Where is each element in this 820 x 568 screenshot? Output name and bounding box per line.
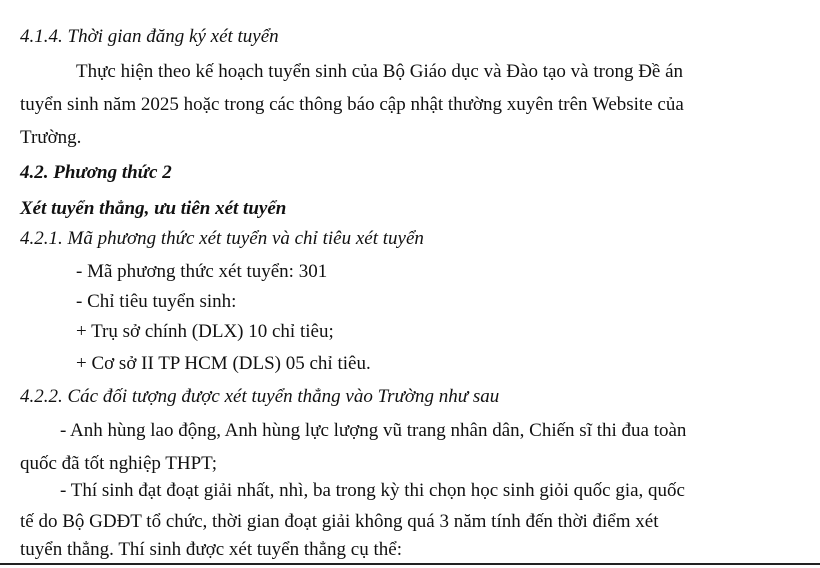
paragraph-line: tuyển thẳng. Thí sinh được xét tuyển thẳng cụ thể: — [20, 539, 402, 560]
list-item: - Mã phương thức xét tuyển: 301 — [76, 261, 328, 282]
list-item: + Trụ sở chính (DLX) 10 chỉ tiêu; — [76, 321, 334, 342]
paragraph-line: tế do Bộ GDĐT tổ chức, thời gian đoạt giải không quá 3 năm tính đến thời điểm xét — [20, 511, 659, 532]
method-subtitle: Xét tuyển thẳng, ưu tiên xét tuyển — [20, 198, 287, 219]
paragraph-line: - Anh hùng lao động, Anh hùng lực lượng vũ trang nhân dân, Chiến sĩ thi đua toàn — [60, 420, 687, 441]
heading-4-2-2: 4.2.2. Các đối tượng được xét tuyển thẳng vào Trường như sau — [20, 386, 500, 407]
heading-4-2: 4.2. Phương thức 2 — [20, 162, 172, 183]
paragraph-line: Thực hiện theo kế hoạch tuyển sinh của Bộ Giáo dục và Đào tạo và trong Đề án — [76, 61, 684, 82]
paragraph-line: Trường. — [20, 127, 82, 148]
heading-4-2-1: 4.2.1. Mã phương thức xét tuyển và chỉ tiêu xét tuyển — [20, 228, 424, 249]
list-item: - Chỉ tiêu tuyển sinh: — [76, 291, 237, 312]
bottom-divider — [0, 563, 820, 565]
paragraph-line: quốc đã tốt nghiệp THPT; — [20, 453, 218, 474]
list-item: + Cơ sở II TP HCM (DLS) 05 chỉ tiêu. — [76, 353, 371, 374]
paragraph-line: tuyển sinh năm 2025 hoặc trong các thông báo cập nhật thường xuyên trên Website của — [20, 94, 684, 115]
paragraph-line: - Thí sinh đạt đoạt giải nhất, nhì, ba trong kỳ thi chọn học sinh giỏi quốc gia, quốc — [60, 480, 685, 501]
heading-4-1-4: 4.1.4. Thời gian đăng ký xét tuyển — [20, 26, 279, 47]
